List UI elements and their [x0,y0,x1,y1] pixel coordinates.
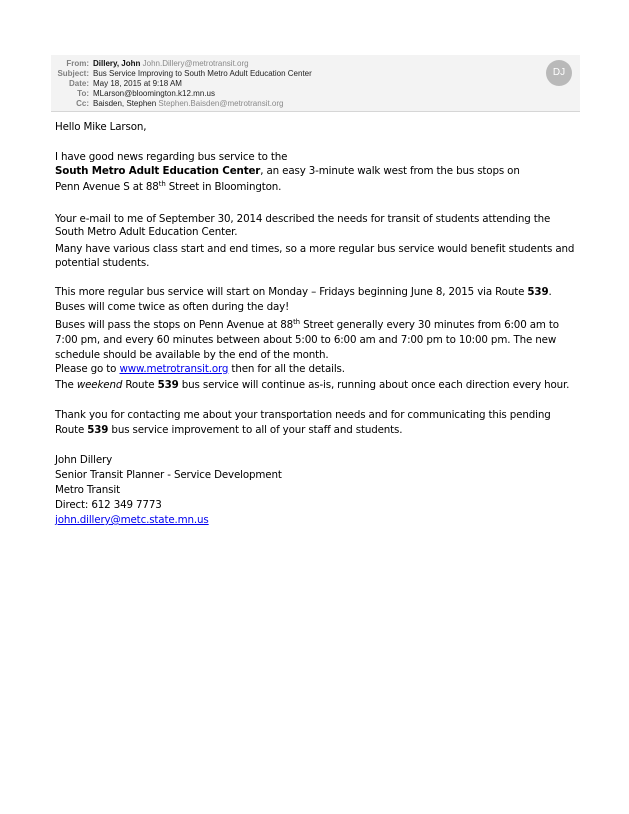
date-label: Date: [68,79,89,88]
paragraph-3-line-6: Please go to www.metrotransit.org then for all the details. [55,363,345,375]
paragraph-1-line-2: South Metro Adult Education Center, an easy 3-minute walk west from the bus stops on [55,165,520,177]
paragraph-4-line-2: Route 539 bus service improvement to all of your staff and students. [55,424,403,436]
paragraph-3-line-3: Buses will pass the stops on Penn Avenue at 88th Street generally every 30 minutes from 6:00 am to [55,318,559,331]
sender-avatar: DJ [546,60,572,86]
paragraph-3-line-1: This more regular bus service will start on Monday – Fridays beginning June 8, 2015 via Route 539. [55,286,552,298]
paragraph-2-line-1: Your e-mail to me of September 30, 2014 described the needs for transit of students attending the [55,213,551,225]
school-name: South Metro Adult Education Center [55,165,261,177]
cc-name[interactable]: Baisden, Stephen [93,99,157,108]
email-header [51,55,580,112]
paragraph-2-line-4: potential students. [55,257,150,269]
signature-phone: Direct: 612 349 7773 [55,499,162,511]
cc-email[interactable]: Stephen.Baisden@metrotransit.org [158,99,284,108]
signature-org: Metro Transit [55,484,120,496]
signature-email-link[interactable]: john.dillery@metc.state.mn.us [55,514,209,526]
subject-value: Bus Service Improving to South Metro Adult Education Center [93,69,312,78]
paragraph-2-line-3: Many have various class start and end times, so a more regular bus service would benefit students and [55,243,575,255]
signature-email-line [55,514,209,527]
paragraph-2-line-2: South Metro Adult Education Center. [55,226,238,238]
paragraph-3-line-4: 7:00 pm, and every 60 minutes between about 5:00 to 6:00 am and 7:00 pm to 10:00 pm. The new [55,334,557,346]
to-label: To: [77,89,89,98]
paragraph-3-line-5: schedule should be available by the end of the month. [55,349,329,361]
paragraph-4-line-1: Thank you for contacting me about your transportation needs and for communicating this pending [55,409,551,421]
from-email[interactable]: John.Dillery@metrotransit.org [142,59,249,68]
paragraph-1-line-3: Penn Avenue S at 88th Street in Bloomington. [55,180,282,193]
date-value: May 18, 2015 at 9:18 AM [93,79,182,88]
greeting: Hello Mike Larson, [55,121,147,133]
from-name[interactable]: Dillery, John [93,59,141,68]
paragraph-1-line-1: I have good news regarding bus service to the [55,151,288,163]
signature-name: John Dillery [55,454,113,466]
paragraph-3-line-7: The weekend Route 539 bus service will continue as-is, running about once each direction every hour. [55,379,570,391]
subject-label: Subject: [57,69,89,78]
to-value[interactable]: MLarson@bloomington.k12.mn.us [93,89,215,98]
signature-title: Senior Transit Planner - Service Development [55,469,282,481]
paragraph-3-line-2: Buses will come twice as often during the day! [55,301,290,313]
from-label: From: [66,59,89,68]
metrotransit-link[interactable]: www.metrotransit.org [119,363,229,375]
cc-label: Cc: [76,99,89,108]
